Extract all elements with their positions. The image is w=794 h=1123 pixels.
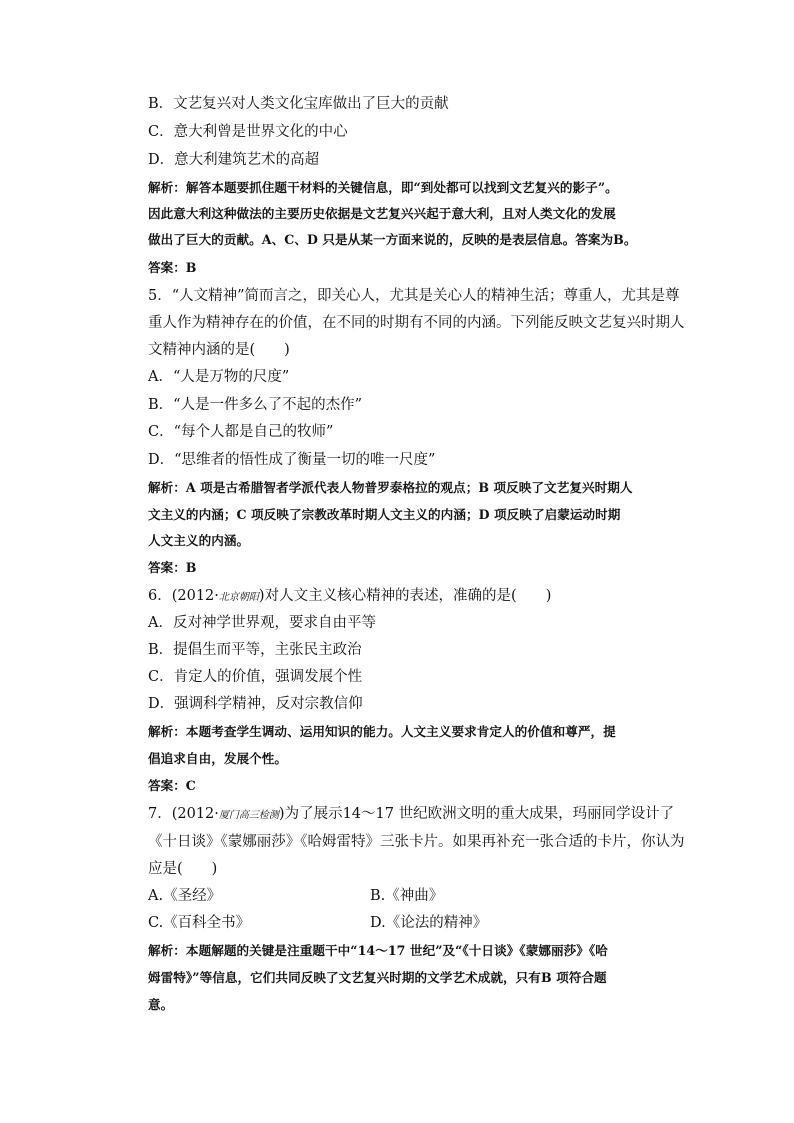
q6-analysis-line: 倡追求自由，发展个性。 bbox=[148, 751, 288, 766]
q5-analysis-line: 解析：A 项是古希腊智者学派代表人物普罗泰格拉的观点；B 项反映了文艺复兴时期人 bbox=[148, 480, 633, 495]
q7-stem-suffix: )为了展示14～17 世纪欧洲文明的重大成果，玛丽同学设计了 bbox=[278, 806, 675, 822]
q7-stem-line: 《十日谈》《蒙娜丽莎》《哈姆雷特》三张卡片。如果再补充一张合适的卡片，你认为 bbox=[148, 834, 685, 850]
q5-answer: 答案：B bbox=[148, 560, 197, 575]
q6-analysis-line: 解析：本题考查学生调动、运用知识的能力。人文主义要求肯定人的价值和尊严，提 bbox=[148, 724, 616, 739]
q7-stem bbox=[148, 804, 678, 826]
q5-option-b: B．“人是一件多么了不起的杰作” bbox=[148, 397, 362, 413]
q4-option-c: C．意大利曾是世界文化的中心 bbox=[148, 124, 348, 140]
q6-option-b: B．提倡生而平等，主张民主政治 bbox=[148, 642, 362, 658]
q5-option-d: D．“思维者的悟性成了衡量一切的唯一尺度” bbox=[148, 452, 436, 468]
q7-option-c: C.《百科全书》 bbox=[148, 915, 251, 931]
q5-option-a: A．“人是万物的尺度” bbox=[148, 369, 290, 385]
q5-stem-line: 5．“人文精神”简而言之，即关心人，尤其是关心人的精神生活；尊重人，尤其是尊 bbox=[148, 288, 680, 304]
q4-option-b: B．文艺复兴对人类文化宝库做出了巨大的贡献 bbox=[148, 96, 449, 112]
q5-analysis-line: 文主义的内涵；C 项反映了宗教改革时期人文主义的内涵；D 项反映了启蒙运动时期 bbox=[148, 507, 621, 522]
q6-stem bbox=[148, 586, 678, 608]
q6-stem-suffix: )对人文主义核心精神的表述，准确的是( ) bbox=[258, 588, 552, 604]
q7-analysis-line: 意。 bbox=[148, 997, 174, 1012]
q5-analysis-line: 人文主义的内涵。 bbox=[148, 533, 250, 548]
q4-answer: 答案：B bbox=[148, 260, 197, 275]
q5-stem-line: 重人作为精神存在的价值，在不同的时期有不同的内涵。下列能反映文艺复兴时期人 bbox=[148, 315, 685, 331]
q7-option-d: D.《论法的精神》 bbox=[370, 915, 488, 931]
q7-options-row-1 bbox=[148, 886, 678, 906]
q5-stem-line: 文精神内涵的是( ) bbox=[148, 342, 290, 358]
q7-option-b: B.《神曲》 bbox=[370, 888, 444, 904]
q6-answer: 答案：C bbox=[148, 778, 196, 793]
q4-option-d: D．意大利建筑艺术的高超 bbox=[148, 152, 320, 168]
q4-analysis-line: 做出了巨大的贡献。A、C、D 只是从某一方面来说的，反映的是表层信息。答案为B。 bbox=[148, 232, 637, 247]
q6-source: 北京朝阳 bbox=[218, 592, 259, 603]
q6-option-d: D．强调科学精神，反对宗教信仰 bbox=[148, 696, 363, 712]
q7-stem-prefix: 7．(2012· bbox=[148, 806, 219, 822]
q4-analysis-line: 解析：解答本题要抓住题干材料的关键信息，即“到处都可以找到文艺复兴的影子”。 bbox=[148, 180, 618, 195]
q7-analysis-line: 解析：本题解题的关键是注重题干中“14～17 世纪”及“《十日谈》《蒙娜丽莎》《哈 bbox=[148, 943, 608, 958]
q7-analysis-line: 姆雷特》”等信息，它们共同反映了文艺复兴时期的文学艺术成就，只有B 项符合题 bbox=[148, 970, 607, 985]
q7-source: 厦门高三检测 bbox=[218, 810, 279, 821]
q7-options-row-2 bbox=[148, 913, 678, 933]
q4-analysis-line: 因此意大利这种做法的主要历史依据是文艺复兴兴起于意大利，且对人类文化的发展 bbox=[148, 206, 616, 221]
q7-option-a: A.《圣经》 bbox=[148, 888, 222, 904]
q6-stem-prefix: 6．(2012· bbox=[148, 588, 219, 604]
q6-option-c: C．肯定人的价值，强调发展个性 bbox=[148, 669, 363, 685]
q6-option-a: A．反对神学世界观，要求自由平等 bbox=[148, 615, 376, 631]
q7-stem-line: 应是( ) bbox=[148, 861, 218, 877]
q5-option-c: C．“每个人都是自己的牧师” bbox=[148, 424, 334, 440]
